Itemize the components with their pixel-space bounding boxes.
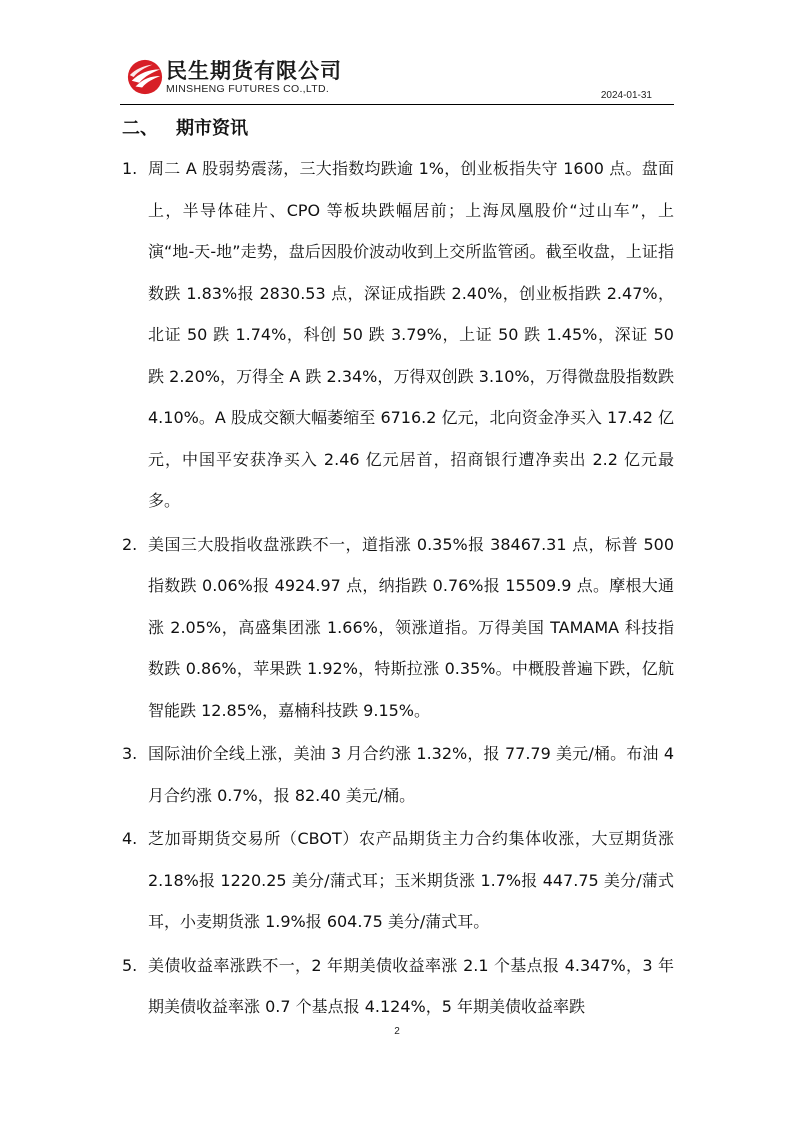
news-item-text: 芝加哥期货交易所（CBOT）农产品期货主力合约集体收涨，大豆期货涨 2.18%报 1220.25 美分/蒲式耳；玉米期货涨 1.7%报 447.75 美分/蒲式耳，小麦期货涨 1.9%报 604.75 美分/蒲式耳。 bbox=[148, 829, 674, 931]
logo-english-name: MINSHENG FUTURES CO.,LTD. bbox=[166, 83, 330, 95]
news-item-text: 美国三大股指收盘涨跌不一，道指涨 0.35%报 38467.31 点，标普 500 指数跌 0.06%报 4924.97 点，纳指跌 0.76%报 15509.9 点。摩根大通涨 2.05%，高盛集团涨 1.66%，领涨道指。万得美国 TAMAMA 科技指数跌 0.86%，苹果跌 1.92%，特斯拉涨 0.35%。中概股普遍下跌，亿航智能跌 12.85%，嘉楠科技跌 9.15%。 bbox=[148, 534, 674, 720]
news-item-text: 国际油价全线上涨，美油 3 月合约涨 1.32%，报 77.79 美元/桶。布油 4 月合约涨 0.7%，报 82.40 美元/桶。 bbox=[148, 744, 674, 805]
news-item-index: 2. bbox=[122, 534, 138, 554]
section-number: 二、 bbox=[122, 118, 158, 139]
minsheng-logo-icon bbox=[126, 58, 164, 96]
news-item-index: 4. bbox=[122, 829, 138, 848]
news-item bbox=[122, 148, 674, 522]
company-logo bbox=[126, 56, 366, 100]
news-item-index: 1. bbox=[122, 159, 138, 178]
news-item bbox=[122, 818, 674, 943]
news-item-index: 3. bbox=[122, 744, 138, 763]
section-heading bbox=[122, 114, 248, 140]
header-divider bbox=[120, 104, 674, 105]
news-item bbox=[122, 733, 674, 816]
report-date: 2024-01-31 bbox=[600, 90, 652, 101]
news-item-index: 5. bbox=[122, 955, 138, 975]
page-number: 2 bbox=[394, 1026, 400, 1037]
news-item bbox=[122, 524, 674, 732]
news-item-text: 美债收益率涨跌不一，2 年期美债收益率涨 2.1 个基点报 4.347%，3 年期美债收益率涨 0.7 个基点报 4.124%，5 年期美债收益率跌 bbox=[148, 955, 674, 1016]
news-list bbox=[122, 148, 674, 1028]
section-title: 期市资讯 bbox=[176, 118, 248, 139]
news-item-text: 周二 A 股弱势震荡，三大指数均跌逾 1%，创业板指失守 1600 点。盘面上，半导体硅片、CPO 等板块跌幅居前；上海凤凰股价“过山车”，上演“地-天-地”走势，盘后因股价波动收到上交所监管函。截至收盘，上证指数跌 1.83%报 2830.53 点，深证成指跌 2.40%，创业板指跌 2.47%，北证 50 跌 1.74%，科创 50 跌 3.79%，上证 50 跌 1.45%，深证 50 跌 2.20%，万得全 A 跌 2.34%，万得双创跌 3.10%，万得微盘股指数跌 4.10%。A 股成交额大幅萎缩至 6716.2 亿元，北向资金净买入 17.42 亿元，中国平安获净买入 2.46 亿元居首，招商银行遭净卖出 2.2 亿元最多。 bbox=[148, 159, 674, 510]
logo-chinese-name: 民生期货有限公司 bbox=[166, 59, 342, 83]
news-item bbox=[122, 945, 674, 1028]
